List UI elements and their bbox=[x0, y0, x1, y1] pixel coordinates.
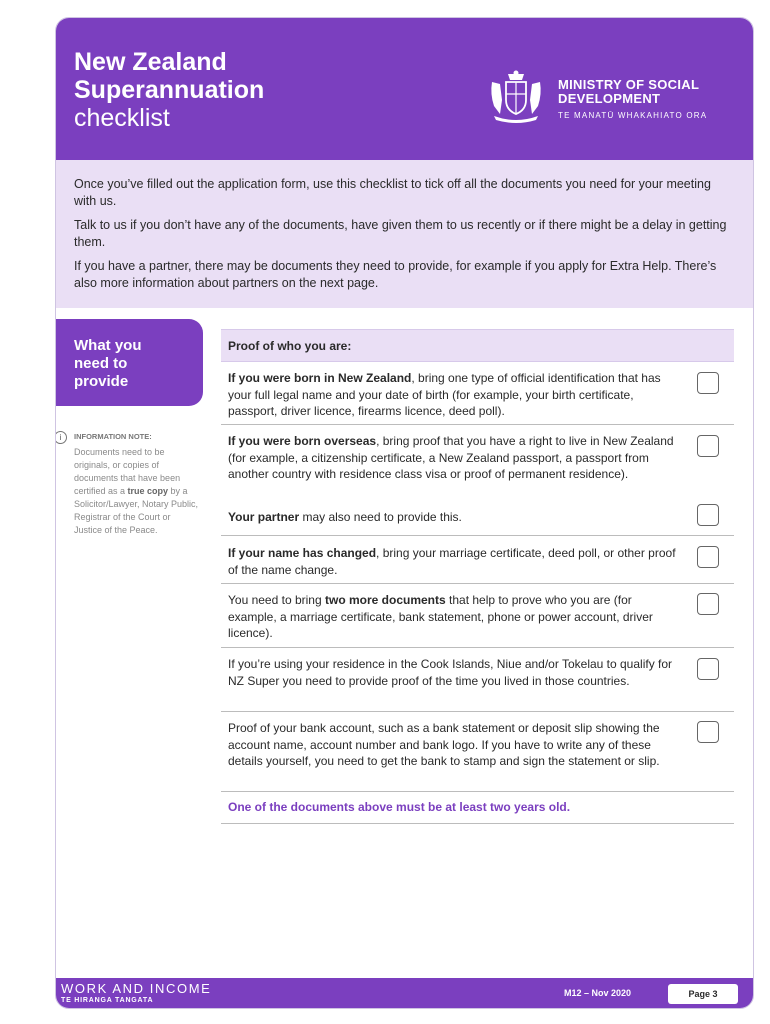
item-5-text: that help to prove who you are (for example, a marriage certificate, bank statement, phone or power account, driver licence). bbox=[228, 593, 653, 640]
header-banner bbox=[56, 18, 753, 160]
side-heading bbox=[74, 337, 142, 391]
divider bbox=[221, 583, 734, 584]
info-note-title: INFORMATION NOTE: bbox=[74, 432, 152, 441]
section-title: Proof of who you are: bbox=[228, 339, 352, 353]
divider bbox=[221, 424, 734, 425]
side-heading-line-2: need to bbox=[74, 355, 128, 372]
info-text-part-2: by a Solicitor/Lawyer, Notary Public, Registrar of the Court or Justice of the Peace. bbox=[74, 486, 199, 535]
item-4-text: , bring your marriage certificate, deed poll, or other proof of the name change. bbox=[228, 546, 676, 577]
item-7-text: Proof of your bank account, such as a bank statement or deposit slip showing the account name, account number and bank logo. If you have to write any of these details yourself, you need to get the bank to stamp and sign the statement or slip. bbox=[228, 721, 660, 768]
item-2-text: , bring proof that you have a right to live in New Zealand (for example, a citizenship certificate, a New Zealand passport, a passport from another country with residence class visa or proof of permanent residence). bbox=[228, 434, 674, 481]
title-line-2: Superannuation bbox=[74, 76, 265, 104]
footer-brand-maori: TE HIRANGA TANGATA bbox=[61, 997, 154, 1004]
title-line-1: New Zealand bbox=[74, 48, 227, 76]
checklist-item-2 bbox=[228, 433, 683, 483]
coat-of-arms-icon bbox=[486, 70, 546, 124]
title-line-3: checklist bbox=[74, 104, 170, 132]
info-icon: i bbox=[55, 431, 67, 444]
info-note-text bbox=[74, 446, 199, 537]
checklist-item-6 bbox=[228, 656, 683, 689]
page-number-box bbox=[668, 984, 738, 1004]
checkbox-6[interactable] bbox=[697, 658, 719, 680]
info-text-part-1: Documents need to be originals, or copies of documents that have been certified as a bbox=[74, 447, 181, 496]
intro-section bbox=[56, 160, 753, 308]
checkbox-2[interactable] bbox=[697, 435, 719, 457]
document-page bbox=[55, 17, 754, 1009]
checkbox-1[interactable] bbox=[697, 372, 719, 394]
checklist-item-7 bbox=[228, 720, 683, 770]
item-3-text: may also need to provide this. bbox=[299, 510, 462, 524]
checkbox-4[interactable] bbox=[697, 546, 719, 568]
section-header bbox=[221, 329, 734, 362]
side-heading-line-3: provide bbox=[74, 373, 129, 390]
divider bbox=[221, 823, 734, 824]
ministry-name-line-2: DEVELOPMENT bbox=[558, 91, 661, 106]
item-5-bold: two more documents bbox=[324, 593, 446, 607]
checkbox-5[interactable] bbox=[697, 593, 719, 615]
item-3-bold: Your partner bbox=[228, 510, 300, 524]
item-2-bold: If you were born overseas bbox=[228, 434, 377, 448]
checkbox-3[interactable] bbox=[697, 504, 719, 526]
info-text-bold: true copy bbox=[127, 486, 169, 496]
item-5-pre: You need to bring bbox=[228, 593, 325, 607]
ministry-maori-name: TE MANATŪ WHAKAHIATO ORA bbox=[558, 111, 708, 120]
page-title bbox=[74, 48, 264, 132]
divider bbox=[221, 711, 734, 712]
intro-paragraph-3: If you have a partner, there may be documents they need to provide, for example if you apply for Extra Help. There’s also more information about partners on the next page. bbox=[74, 259, 717, 290]
checklist-item-4 bbox=[228, 545, 683, 578]
page-number: Page 3 bbox=[688, 989, 718, 999]
ministry-logo bbox=[558, 78, 707, 120]
checkbox-7[interactable] bbox=[697, 721, 719, 743]
ministry-name-line-1: MINISTRY OF SOCIAL bbox=[558, 77, 700, 92]
divider bbox=[221, 647, 734, 648]
footer-bar bbox=[56, 978, 753, 1008]
item-6-text: If you’re using your residence in the Cook Islands, Niue and/or Tokelau to qualify for NZ Super you need to provide proof of the time you lived in those countries. bbox=[228, 657, 673, 688]
what-you-need-tab bbox=[56, 319, 203, 406]
checklist-item-5 bbox=[228, 592, 683, 642]
divider bbox=[221, 791, 734, 792]
item-1-text: , bring one type of official identification that has your full legal name and your date of birth (for example, your birth certificate, passport, driver licence, firearms licence, deed poll). bbox=[228, 371, 661, 418]
item-4-bold: If your name has changed bbox=[228, 546, 377, 560]
side-heading-line-1: What you bbox=[74, 337, 142, 354]
checklist-note: One of the documents above must be at least two years old. bbox=[228, 800, 571, 814]
intro-paragraph-2: Talk to us if you don’t have any of the documents, have given them to us recently or if there might be a delay in getting them. bbox=[74, 218, 727, 249]
checklist-item-1 bbox=[228, 370, 683, 420]
intro-paragraph-1: Once you’ve filled out the application form, use this checklist to tick off all the documents you need for your meeting with us. bbox=[74, 177, 711, 208]
checklist-item-3 bbox=[228, 509, 683, 526]
item-1-bold: If you were born in New Zealand bbox=[228, 371, 412, 385]
divider bbox=[221, 535, 734, 536]
form-code: M12 – Nov 2020 bbox=[564, 988, 632, 998]
footer-brand: WORK AND INCOME bbox=[61, 981, 212, 996]
